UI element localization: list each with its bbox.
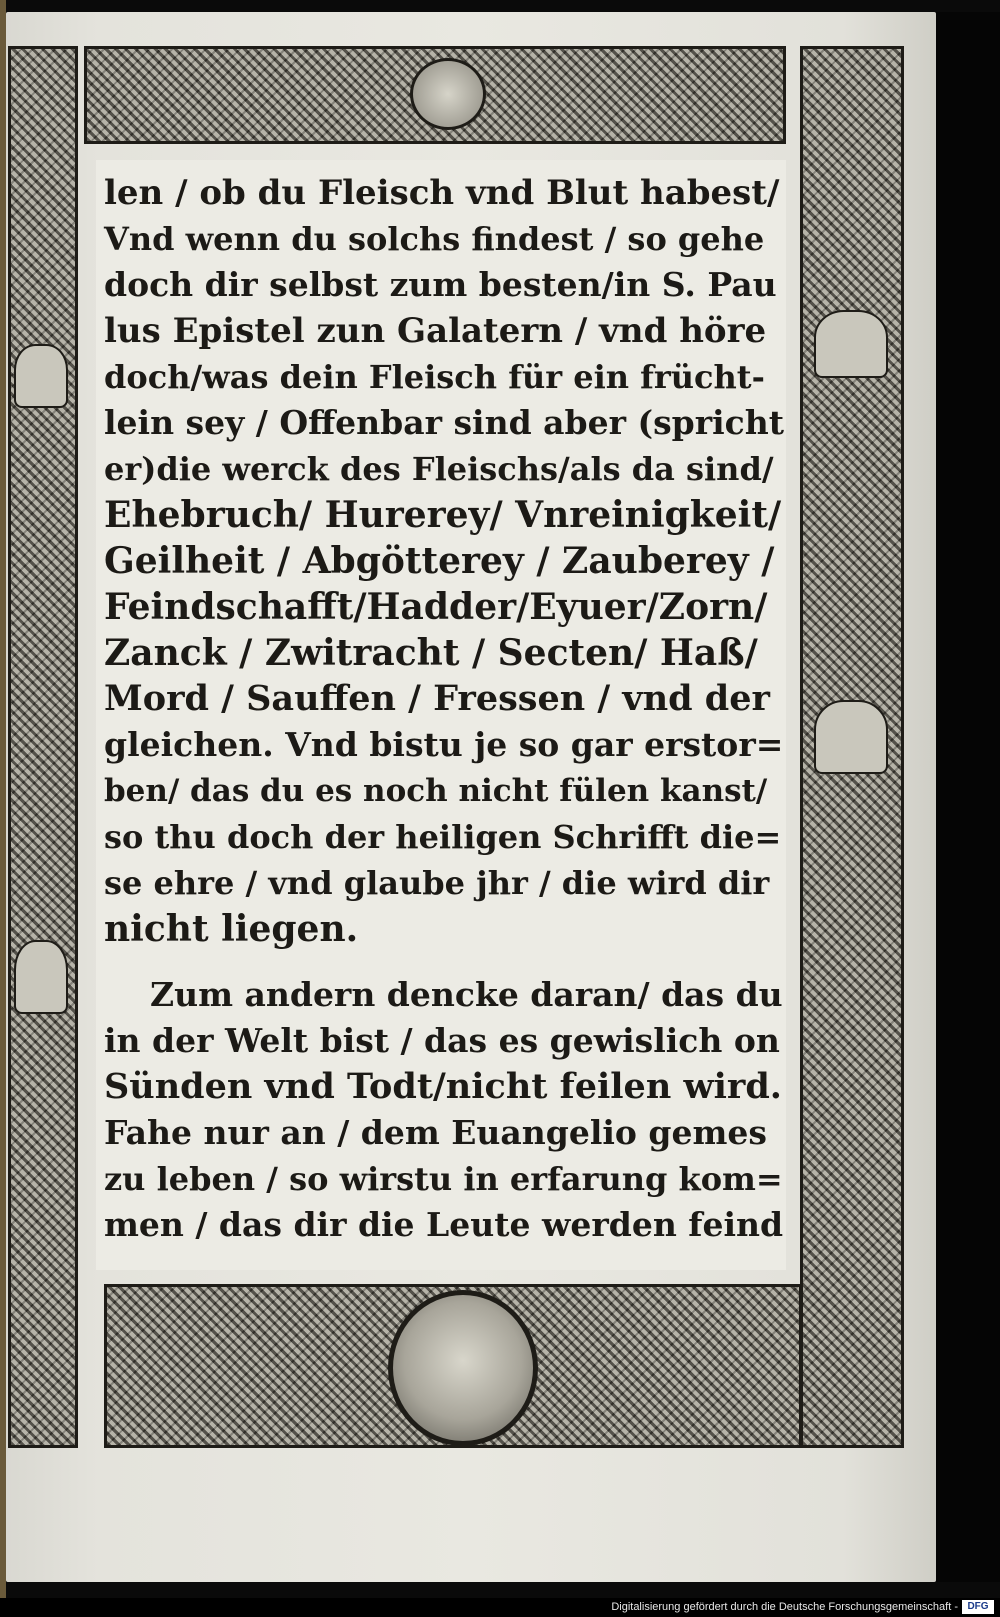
left-pillar-capital: [14, 344, 68, 408]
text-line: doch/was dein Fleisch für ein frücht-: [104, 358, 765, 396]
text-line: doch dir selbst zum besten/in S. Pau: [104, 265, 777, 304]
text-line: men / das dir die Leute werden feind: [104, 1205, 784, 1244]
text-line: Sünden vnd Todt/nicht feilen wird.: [104, 1066, 782, 1107]
text-line: ben/ das du es noch nicht fülen kanst/: [104, 773, 768, 809]
text-line: len / ob du Fleisch vnd Blut habest/: [104, 173, 780, 213]
portrait-medallion: [388, 1290, 538, 1446]
text-line: Vnd wenn du solchs findest / so gehe: [104, 220, 765, 258]
text-line: Zum andern dencke daran/ das du: [150, 975, 783, 1014]
dfg-logo-icon: DFG: [962, 1600, 994, 1614]
text-line: zu leben / so wirstu in erfarung kom=: [104, 1160, 783, 1198]
text-line: er)die werck des Fleischs/als da sind/: [104, 450, 774, 488]
ornament-left-pillar: [8, 46, 78, 1448]
text-line: Fahe nur an / dem Euangelio gemes: [104, 1113, 767, 1152]
text-line: se ehre / vnd glaube jhr / die wird dir: [104, 864, 770, 902]
text-line: Mord / Sauffen / Fressen / vnd der: [104, 678, 770, 719]
ornament-top-mask: [410, 58, 486, 130]
left-pillar-vase: [14, 940, 68, 1014]
text-line: Zanck / Zwitracht / Secten/ Haß/: [104, 632, 758, 674]
right-pillar-vase: [814, 700, 888, 774]
text-line: in der Welt bist / das es gewislich on: [104, 1021, 780, 1060]
text-line: so thu doch der heiligen Schrifft die=: [104, 818, 782, 856]
footer-credit: Digitalisierung gefördert durch die Deutsche Forschungsgemeinschaft -: [611, 1601, 958, 1613]
text-line: Geilheit / Abgötterey / Zauberey /: [104, 540, 775, 582]
text-line: gleichen. Vnd bistu je so gar erstor=: [104, 725, 784, 764]
page-right-shadow: [936, 12, 1000, 1582]
text-line: Feindschafft/Hadder/Eyuer/Zorn/: [104, 586, 768, 628]
text-line: nicht liegen.: [104, 908, 359, 950]
text-line: lus Epistel zun Galatern / vnd höre: [104, 311, 767, 351]
right-pillar-capital: [814, 310, 888, 378]
text-line: lein sey / Offenbar sind aber (spricht: [104, 403, 784, 442]
text-line: Ehebruch/ Hurerey/ Vnreinigkeit/: [104, 494, 782, 536]
